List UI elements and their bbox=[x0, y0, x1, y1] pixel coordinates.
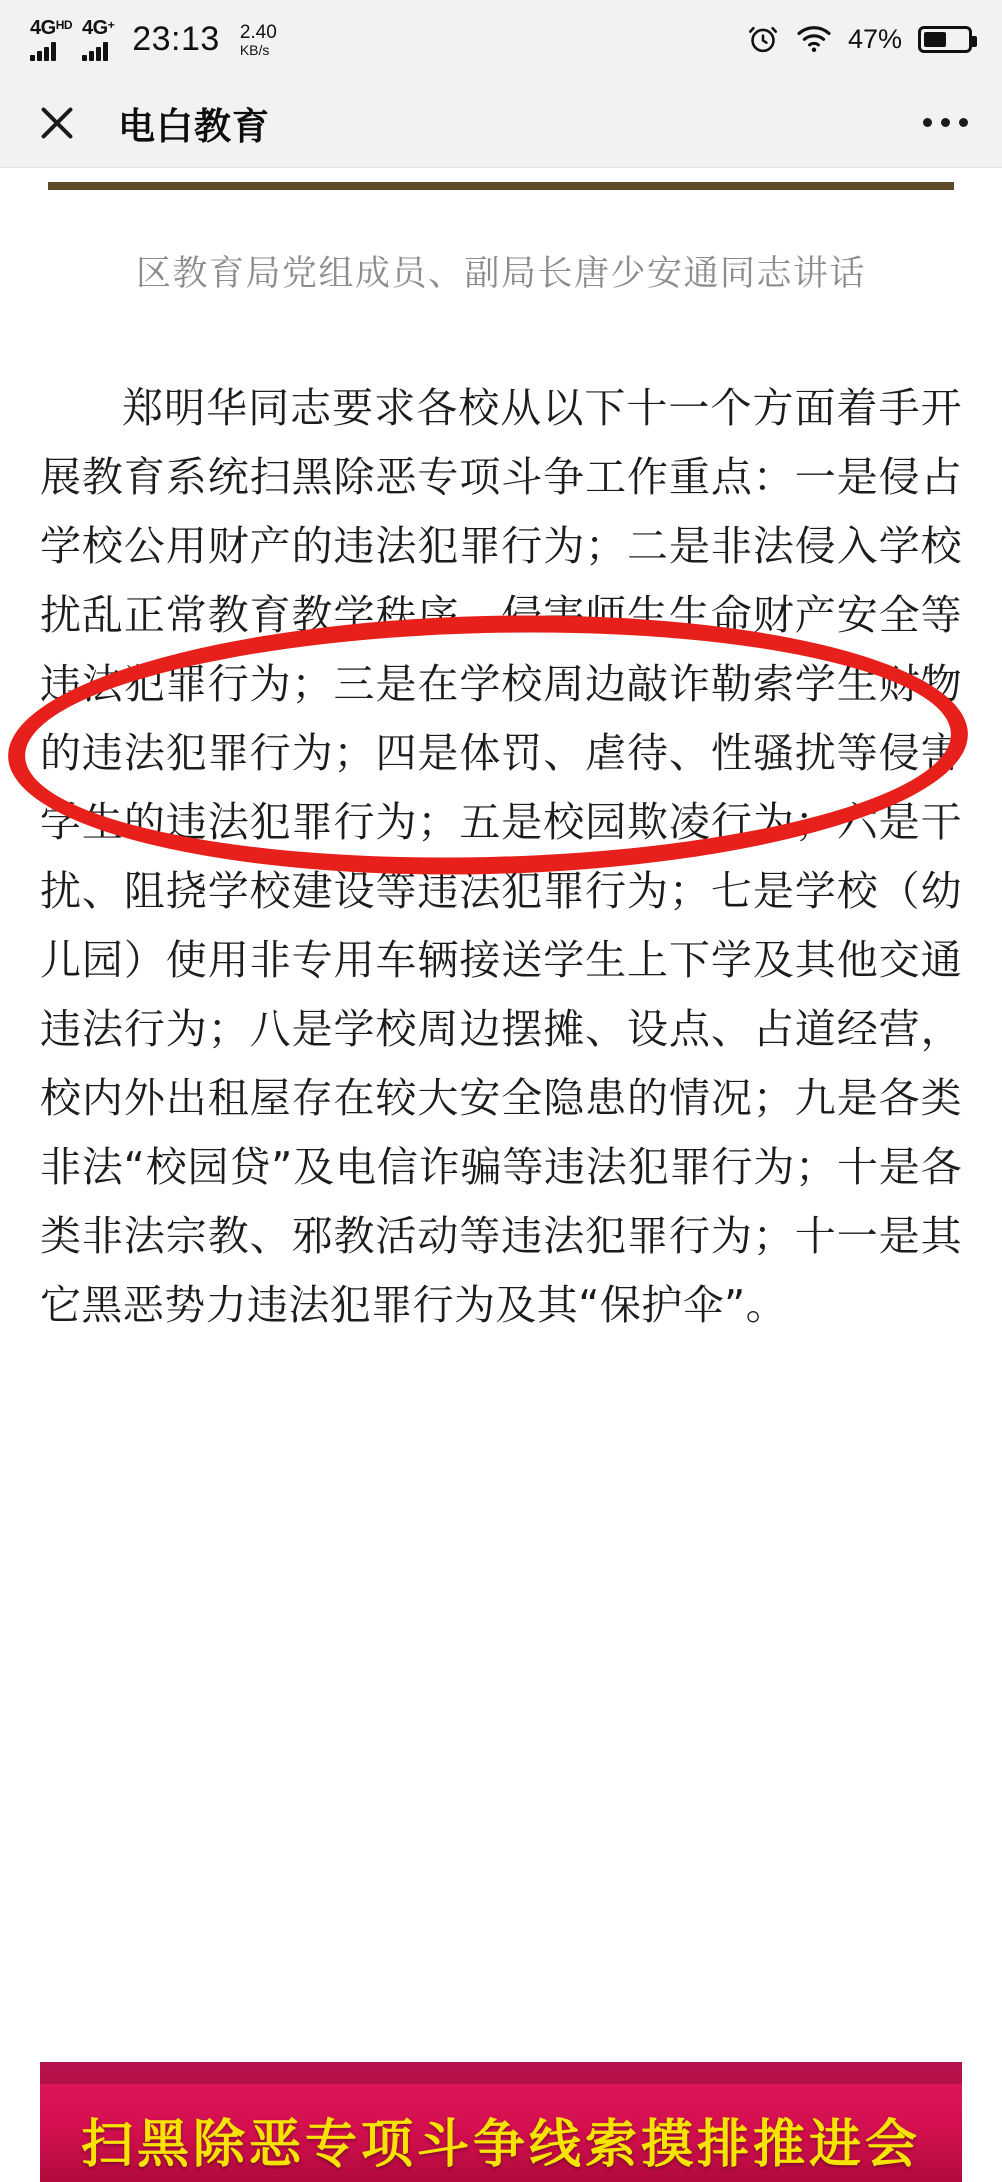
article-paragraph: 郑明华同志要求各校从以下十一个方面着手开展教育系统扫黑除恶专项斗争工作重点：一是侵占学校公用财产的违法犯罪行为；二是非法侵入学校扰乱正常教育教学秩序、侵害师生生命财产安全等违法犯罪行为；三是在学校周边敲诈勒索学生财物的违法犯罪行为；四是体罚、虐待、性骚扰等侵害学生的违法犯罪行为；五是校园欺凌行为；六是干扰、阻挠学校建设等违法犯罪行为；七是学校（幼儿园）使用非专用车辆接送学生上下学及其他交通违法行为；八是学校周边摆摊、设点、占道经营，校内外出租屋存在较大安全隐患的情况；九是各类非法“校园贷”及电信诈骗等违法犯罪行为；十是各类非法宗教、邪教活动等违法犯罪行为；十一是其它黑恶势力违法犯罪行为及其“保护伞”。 bbox=[40, 384, 962, 1329]
alarm-clock-icon bbox=[746, 22, 780, 56]
signal-bars-secondary-icon bbox=[82, 41, 108, 61]
title-bar bbox=[0, 78, 1002, 168]
photo-banner bbox=[40, 2062, 962, 2182]
status-bar-right bbox=[746, 22, 972, 56]
network-type-secondary-sup: + bbox=[107, 17, 115, 32]
battery-percent-label: 47% bbox=[847, 23, 902, 54]
section-divider bbox=[48, 182, 954, 190]
signal-group-primary bbox=[30, 18, 72, 61]
status-bar-left bbox=[30, 18, 746, 61]
signal-bars-primary-icon bbox=[30, 41, 56, 61]
wifi-icon bbox=[796, 24, 832, 54]
close-icon[interactable] bbox=[34, 100, 80, 146]
page-title: 电白教育 bbox=[118, 105, 270, 147]
network-speed-value: 2.40 bbox=[239, 21, 277, 43]
network-speed-unit: KB/s bbox=[239, 41, 270, 58]
photo-banner-text: 扫黑除恶专项斗争线索摸排推进会 bbox=[80, 2115, 921, 2175]
network-type-primary bbox=[30, 18, 72, 38]
more-options-icon[interactable] bbox=[923, 118, 968, 127]
network-speed bbox=[240, 23, 277, 58]
article-subtitle: 区教育局党组成员、副局长唐少安通同志讲话 bbox=[135, 254, 866, 294]
status-bar-clock: 23:13 bbox=[132, 19, 220, 58]
network-type-primary-sup: HD bbox=[55, 17, 73, 32]
network-type-secondary-label: 4G bbox=[82, 16, 108, 39]
network-type-secondary bbox=[82, 18, 114, 38]
status-bar bbox=[0, 0, 1002, 78]
network-type-primary-label: 4G bbox=[30, 16, 56, 39]
battery-icon bbox=[918, 26, 972, 53]
signal-group-secondary bbox=[82, 18, 114, 61]
article-content bbox=[0, 182, 1002, 2175]
photo-banner-top-strip bbox=[40, 2062, 962, 2084]
